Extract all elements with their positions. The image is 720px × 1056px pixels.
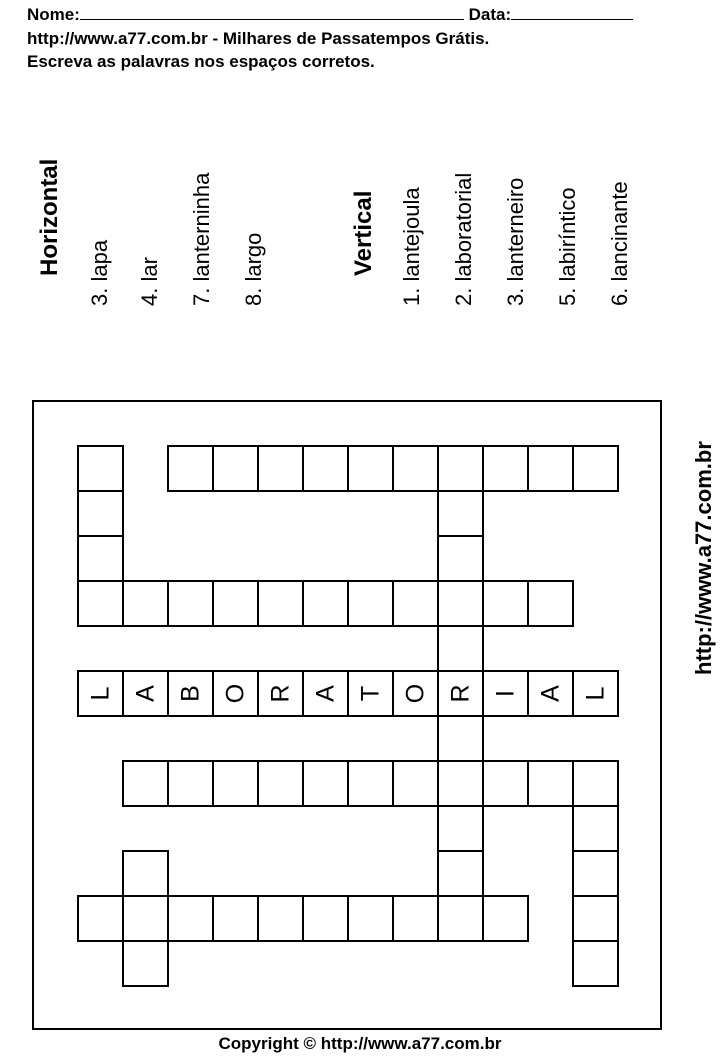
crossword-letter: I xyxy=(491,690,520,697)
crossword-cell[interactable] xyxy=(528,761,573,806)
horizontal-clue: 7. lanterninha xyxy=(189,172,214,306)
site-line: http://www.a77.com.br - Milhares de Passatempos Grátis. xyxy=(27,29,490,48)
crossword-cell[interactable] xyxy=(438,806,483,851)
instructions: Escreva as palavras nos espaços corretos. xyxy=(27,52,375,71)
crossword-cell[interactable] xyxy=(348,581,393,626)
crossword-cell[interactable] xyxy=(393,581,438,626)
vertical-clue: 3. lanterneiro xyxy=(503,177,528,306)
crossword-cell[interactable] xyxy=(573,851,618,896)
horizontal-clue: 8. largo xyxy=(241,232,266,306)
crossword-cell[interactable] xyxy=(168,761,213,806)
crossword-cell[interactable] xyxy=(123,896,168,941)
crossword-letter: A xyxy=(536,685,565,702)
crossword-cell[interactable] xyxy=(303,761,348,806)
crossword-cell[interactable] xyxy=(168,581,213,626)
vertical-clue: 2. laboratorial xyxy=(451,172,476,306)
crossword-cell[interactable] xyxy=(78,446,123,491)
name-label: Nome: xyxy=(27,5,80,24)
crossword-cell[interactable] xyxy=(78,491,123,536)
crossword-letter: L xyxy=(581,686,610,701)
crossword-cell[interactable] xyxy=(438,536,483,581)
crossword-cell[interactable] xyxy=(213,761,258,806)
crossword-cell[interactable] xyxy=(213,581,258,626)
crossword-cell[interactable] xyxy=(438,716,483,761)
horizontal-title: Horizontal xyxy=(36,158,63,276)
crossword-cell[interactable] xyxy=(483,761,528,806)
crossword-letter: A xyxy=(131,685,160,702)
crossword-cell[interactable] xyxy=(438,896,483,941)
vertical-clue: 5. labiríntico xyxy=(555,187,580,306)
crossword-cell[interactable] xyxy=(573,896,618,941)
crossword-cell[interactable] xyxy=(123,581,168,626)
crossword-cell[interactable] xyxy=(438,491,483,536)
crossword-cell[interactable] xyxy=(258,761,303,806)
horizontal-clue: 3. lapa xyxy=(87,239,112,306)
crossword-cell[interactable] xyxy=(78,896,123,941)
horizontal-clue: 4. lar xyxy=(137,257,162,306)
crossword-cell[interactable] xyxy=(303,581,348,626)
crossword-letter: R xyxy=(266,684,295,703)
crossword-cell[interactable] xyxy=(483,446,528,491)
crossword-cell[interactable] xyxy=(348,761,393,806)
crossword-cell[interactable] xyxy=(438,446,483,491)
crossword-cell[interactable] xyxy=(573,806,618,851)
crossword-letter: T xyxy=(356,685,385,702)
crossword-cell[interactable] xyxy=(258,896,303,941)
crossword-cell[interactable] xyxy=(393,896,438,941)
crossword-cell[interactable] xyxy=(483,896,528,941)
crossword-letter: L xyxy=(86,686,115,701)
crossword-cell[interactable] xyxy=(258,581,303,626)
crossword-cell[interactable] xyxy=(213,896,258,941)
vertical-title: Vertical xyxy=(350,190,377,276)
crossword-cell[interactable] xyxy=(78,536,123,581)
crossword-cell[interactable] xyxy=(438,626,483,671)
crossword-cell[interactable] xyxy=(573,446,618,491)
side-url: http://www.a77.com.br xyxy=(691,441,716,675)
crossword-cell[interactable] xyxy=(528,581,573,626)
crossword-cell[interactable] xyxy=(213,446,258,491)
crossword-cell[interactable] xyxy=(438,761,483,806)
crossword-cell[interactable] xyxy=(123,941,168,986)
date-label: Data: xyxy=(468,5,512,24)
crossword-cell[interactable] xyxy=(348,896,393,941)
crossword-cell[interactable] xyxy=(78,581,123,626)
crossword-cell[interactable] xyxy=(348,446,393,491)
crossword-cell[interactable] xyxy=(303,446,348,491)
vertical-clue: 1. lantejoula xyxy=(399,187,424,306)
crossword-letter: B xyxy=(176,685,205,702)
crossword-letter: R xyxy=(446,684,475,703)
crossword-cell[interactable] xyxy=(528,446,573,491)
crossword-letter: O xyxy=(401,683,430,704)
crossword-cell[interactable] xyxy=(438,851,483,896)
vertical-clue: 6. lancinante xyxy=(607,181,632,306)
footer-copyright: Copyright © http://www.a77.com.br xyxy=(218,1034,502,1053)
crossword-letter: O xyxy=(221,683,250,704)
crossword-cell[interactable] xyxy=(483,581,528,626)
crossword-cell[interactable] xyxy=(303,896,348,941)
crossword-cell[interactable] xyxy=(573,941,618,986)
crossword-cell[interactable] xyxy=(123,851,168,896)
crossword-cell[interactable] xyxy=(573,761,618,806)
crossword-cell[interactable] xyxy=(393,761,438,806)
crossword-cell[interactable] xyxy=(438,581,483,626)
crossword-cell[interactable] xyxy=(393,446,438,491)
crossword-cell[interactable] xyxy=(168,446,213,491)
crossword-cell[interactable] xyxy=(258,446,303,491)
crossword-cell[interactable] xyxy=(123,761,168,806)
crossword-cell[interactable] xyxy=(168,896,213,941)
crossword-letter: A xyxy=(311,685,340,702)
